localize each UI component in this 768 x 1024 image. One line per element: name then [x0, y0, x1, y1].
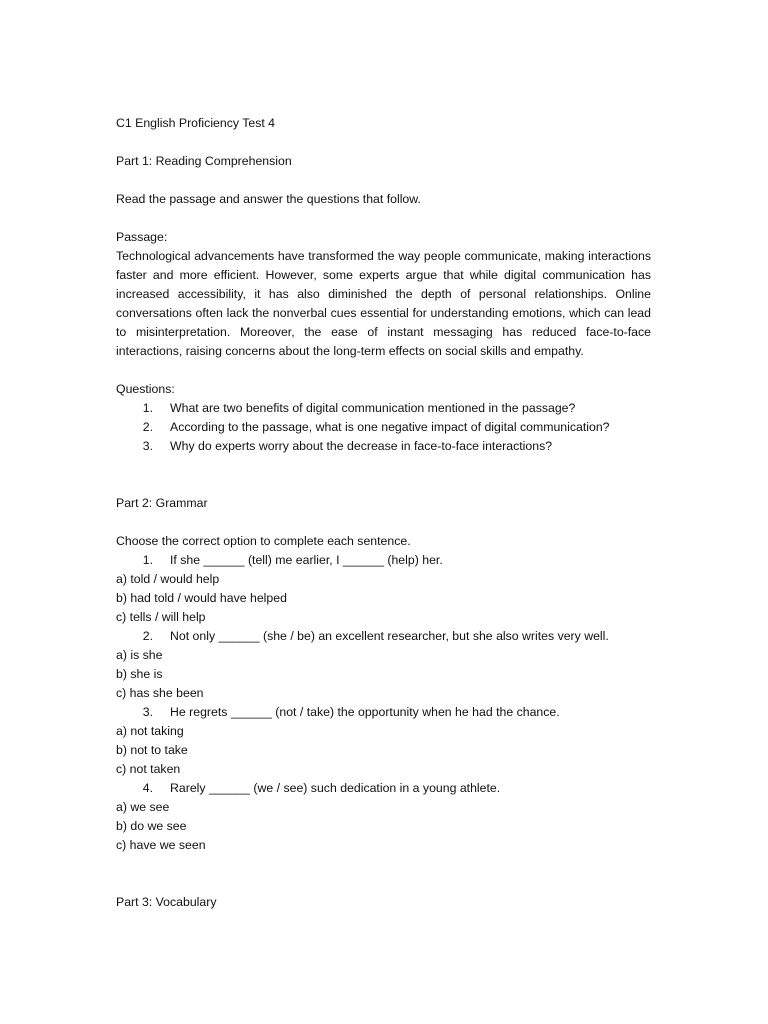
grammar-option: a) not taking [116, 724, 184, 738]
grammar-item [116, 779, 651, 798]
grammar-item-number: 4. [142, 781, 153, 795]
document-page [116, 114, 651, 912]
grammar-item-text: Not only ______ (she / be) an excellent researcher, but she also writes very well. [170, 629, 609, 643]
question-number: 3. [142, 439, 153, 453]
grammar-item-text: Rarely ______ (we / see) such dedication in a young athlete. [170, 781, 501, 795]
spacer [116, 133, 651, 152]
grammar-item-number: 2. [142, 629, 153, 643]
question-item [116, 418, 651, 437]
spacer [116, 513, 651, 532]
question-text: Why do experts worry about the decrease in face-to-face interactions? [170, 439, 553, 453]
grammar-item-number: 1. [142, 553, 153, 567]
passage-label: Passage: [116, 230, 168, 244]
grammar-item-text: If she ______ (tell) me earlier, I ______ (help) her. [170, 553, 443, 567]
grammar-item [116, 551, 651, 570]
grammar-option: c) tells / will help [116, 610, 206, 624]
question-item [116, 399, 651, 418]
spacer [116, 209, 651, 228]
grammar-option: c) has she been [116, 686, 204, 700]
question-text: According to the passage, what is one negative impact of digital communication? [170, 420, 610, 434]
spacer [116, 855, 651, 893]
grammar-option: b) she is [116, 667, 163, 681]
grammar-option: a) is she [116, 648, 163, 662]
grammar-item [116, 703, 651, 722]
question-item [116, 437, 651, 456]
grammar-option: b) do we see [116, 819, 187, 833]
grammar-option: b) had told / would have helped [116, 591, 287, 605]
part1-instruction: Read the passage and answer the questions that follow. [116, 192, 421, 206]
grammar-option: c) have we seen [116, 838, 206, 852]
passage-text: Technological advancements have transformed the way people communicate, making interactions faster and more efficient. However, some experts argue that while digital communication has increased accessibility, it has also diminished the depth of personal relationships. Online conversations often lack the nonverbal cues essential for understanding emotions, which can lead to misinterpretation. Moreover, the ease of instant messaging has reduced face-to-face interactions, raising concerns about the long-term effects on social skills and empathy. [116, 249, 651, 358]
question-number: 2. [142, 420, 153, 434]
spacer [116, 361, 651, 380]
grammar-item-number: 3. [142, 705, 153, 719]
part2-heading: Part 2: Grammar [116, 496, 208, 510]
spacer [116, 456, 651, 494]
grammar-option: c) not taken [116, 762, 181, 776]
spacer [116, 171, 651, 190]
part2-instruction: Choose the correct option to complete each sentence. [116, 534, 411, 548]
grammar-option: a) told / would help [116, 572, 220, 586]
grammar-item-text: He regrets ______ (not / take) the opportunity when he had the chance. [170, 705, 560, 719]
questions-label: Questions: [116, 382, 175, 396]
grammar-option: b) not to take [116, 743, 188, 757]
part3-heading: Part 3: Vocabulary [116, 895, 217, 909]
part1-heading: Part 1: Reading Comprehension [116, 154, 292, 168]
question-number: 1. [142, 401, 153, 415]
grammar-item [116, 627, 651, 646]
question-text: What are two benefits of digital communication mentioned in the passage? [170, 401, 576, 415]
grammar-option: a) we see [116, 800, 170, 814]
document-title: C1 English Proficiency Test 4 [116, 116, 276, 130]
